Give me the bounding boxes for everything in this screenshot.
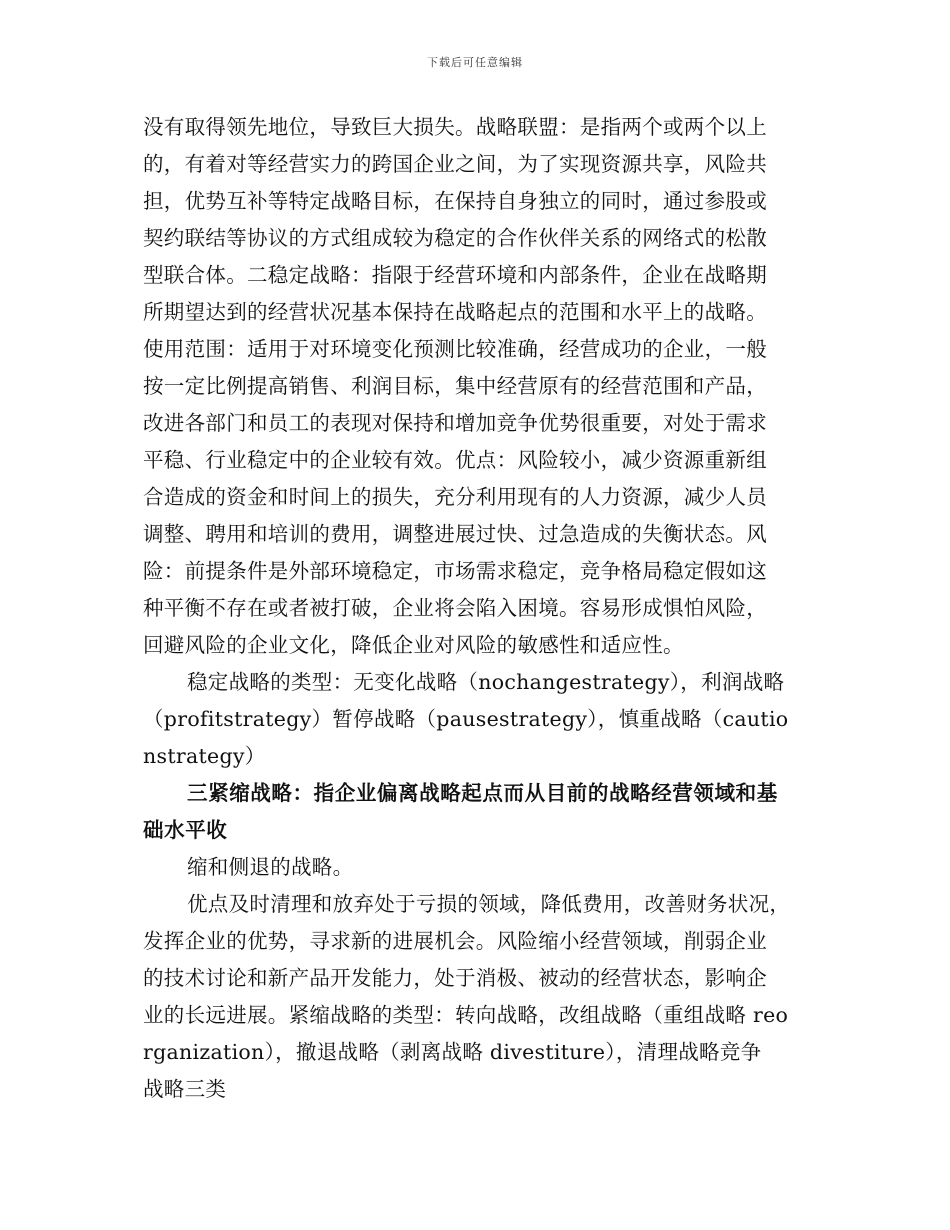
text-line: 回避风险的企业文化，降低企业对风险的敏感性和适应性。 (143, 633, 684, 657)
text-line: 契约联结等协议的方式组成较为稳定的合作伙伴关系的网络式的松散 (143, 226, 767, 250)
text-line: 种平衡不存在或者被打破，企业将会陷入困境。容易形成惧怕风险， (143, 596, 767, 620)
text-line: rganization），撤退战略（剥离战略 divestiture），清理战略竞争 (143, 1040, 762, 1064)
text-line: 型联合体。二稳定战略：指限于经营环境和内部条件，企业在战略期 (143, 263, 767, 287)
text-line: 改进各部门和员工的表现对保持和增加竞争优势很重要，对处于需求 (143, 411, 767, 435)
text-line: 使用范围：适用于对环境变化预测比较准确，经营成功的企业，一般 (143, 337, 767, 361)
text-line: 的，有着对等经营实力的跨国企业之间，为了实现资源共享，风险共 (143, 152, 767, 176)
text-line: 没有取得领先地位，导致巨大损失。战略联盟：是指两个或两个以上 (143, 115, 767, 139)
text-line: （profitstrategy）暂停战略（pausestrategy），慎重战略（cautio (143, 707, 789, 731)
text-line: 担，优势互补等特定战略目标，在保持自身独立的同时，通过参股或 (143, 189, 767, 213)
text-line: nstrategy） (143, 744, 266, 768)
text-line: 的技术讨论和新产品开发能力，处于消极、被动的经营状态，影响企 (143, 966, 767, 990)
text-line: 合造成的资金和时间上的损失，充分利用现有的人力资源，减少人员 (143, 485, 767, 509)
section-heading-line: 础水平收 (143, 818, 228, 842)
text-line: 优点及时清理和放弃处于亏损的领域，降低费用，改善财务状况， (187, 892, 791, 916)
section-heading-line: 三紧缩战略：指企业偏离战略起点而从目前的战略经营领域和基 (187, 781, 778, 805)
text-line: 险：前提条件是外部环境稳定，市场需求稳定，竞争格局稳定假如这 (143, 559, 767, 583)
text-line: 缩和侧退的战略。 (187, 855, 354, 879)
text-line: 发挥企业的优势，寻求新的进展机会。风险缩小经营领域，削弱企业 (143, 929, 767, 953)
text-line: 业的长远进展。紧缩战略的类型：转向战略，改组战略（重组战略 reo (143, 1003, 789, 1027)
text-line: 按一定比例提高销售、利润目标，集中经营原有的经营范围和产品， (143, 374, 767, 398)
text-line: 战略三类 (143, 1077, 227, 1101)
document-body (143, 109, 811, 1108)
text-line: 调整、聘用和培训的费用，调整进展过快、过急造成的失衡状态。风 (143, 522, 767, 546)
text-line: 稳定战略的类型：无变化战略（nochangestrategy），利润战略 (187, 670, 785, 694)
page-header: 下载后可任意编辑 (427, 56, 523, 69)
text-line: 所期望达到的经营状况基本保持在战略起点的范围和水平上的战略。 (143, 300, 767, 324)
text-line: 平稳、行业稳定中的企业较有效。优点：风险较小，减少资源重新组 (143, 448, 767, 472)
